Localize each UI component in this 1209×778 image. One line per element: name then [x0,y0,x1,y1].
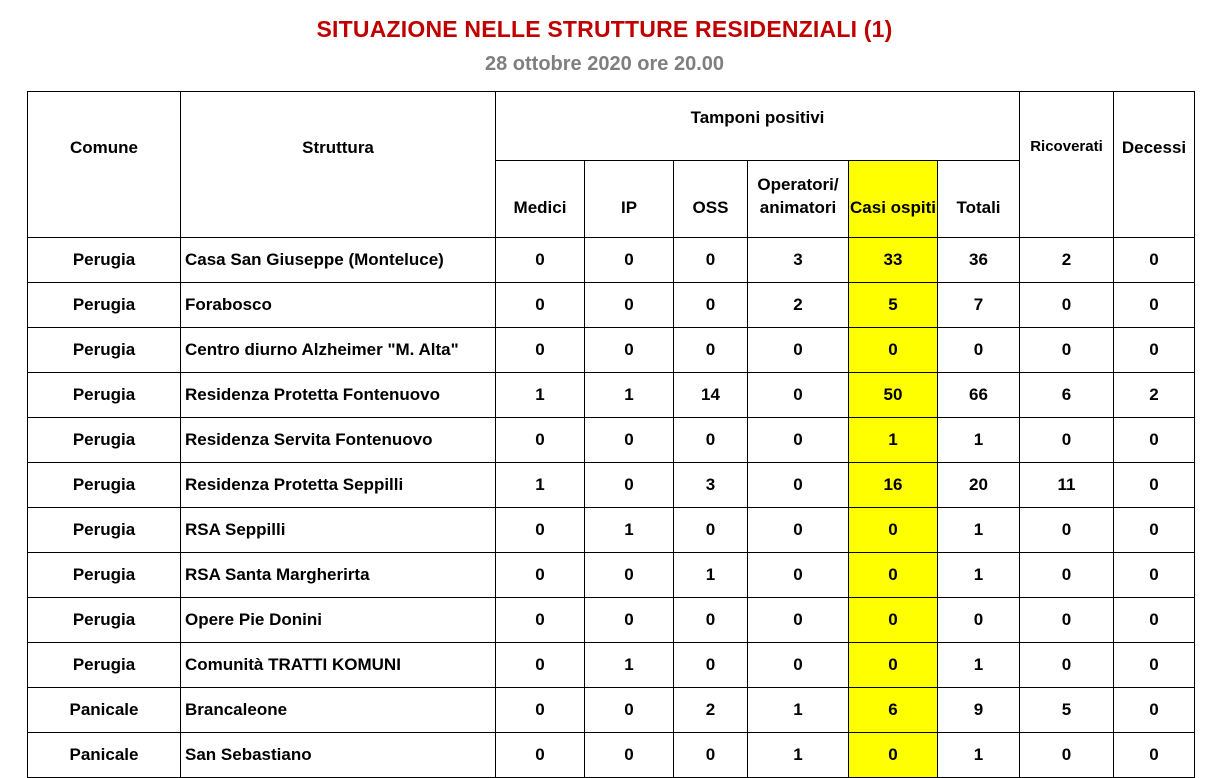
cell-totali: 9 [938,688,1020,733]
cell-oss: 3 [674,463,748,508]
cell-comune: Perugia [28,553,181,598]
table-row [28,598,1195,643]
cell-totali: 1 [938,733,1020,778]
table-row [28,238,1195,283]
cell-oss: 0 [674,418,748,463]
cell-totali: 1 [938,553,1020,598]
cell-ip: 0 [585,688,674,733]
cell-casi-ospiti: 50 [849,373,938,418]
cell-ip: 0 [585,598,674,643]
cell-ip: 0 [585,553,674,598]
cell-operatori: 0 [748,598,849,643]
cell-struttura: Opere Pie Donini [181,598,496,643]
cell-comune: Panicale [28,733,181,778]
table-row [28,418,1195,463]
cell-struttura: Residenza Protetta Fontenuovo [181,373,496,418]
cell-ricoverati: 0 [1020,598,1114,643]
cell-ricoverati: 11 [1020,463,1114,508]
cell-ip: 1 [585,373,674,418]
cell-ricoverati: 5 [1020,688,1114,733]
cell-oss: 14 [674,373,748,418]
cell-ip: 1 [585,643,674,688]
cell-oss: 2 [674,688,748,733]
cell-oss: 0 [674,238,748,283]
column-group-tamponi-positivi: Tamponi positivi [496,92,1020,161]
cell-decessi: 0 [1114,688,1195,733]
cell-medici: 0 [496,733,585,778]
cell-ricoverati: 2 [1020,238,1114,283]
cell-operatori: 0 [748,553,849,598]
cell-comune: Perugia [28,598,181,643]
page-subtitle: 28 ottobre 2020 ore 20.00 [484,53,724,75]
table-row [28,328,1195,373]
cell-casi-ospiti: 0 [849,598,938,643]
cell-totali: 0 [938,328,1020,373]
page-title: SITUAZIONE NELLE STRUTTURE RESIDENZIALI (1) [316,16,893,42]
cell-ricoverati: 0 [1020,733,1114,778]
column-header-operatori: Operatori/ animatori [748,161,849,238]
table-row [28,688,1195,733]
cell-medici: 1 [496,373,585,418]
cell-comune: Perugia [28,328,181,373]
cell-casi-ospiti: 1 [849,418,938,463]
cell-oss: 0 [674,508,748,553]
table-row [28,733,1195,778]
column-header-decessi: Decessi [1114,92,1195,238]
cell-struttura: Forabosco [181,283,496,328]
table-row [28,508,1195,553]
cell-decessi: 0 [1114,283,1195,328]
cell-ricoverati: 0 [1020,418,1114,463]
cell-totali: 0 [938,598,1020,643]
cell-medici: 0 [496,328,585,373]
cell-casi-ospiti: 0 [849,643,938,688]
cell-medici: 0 [496,238,585,283]
cell-struttura: Casa San Giuseppe (Monteluce) [181,238,496,283]
cell-operatori: 0 [748,418,849,463]
cell-totali: 1 [938,643,1020,688]
cell-medici: 0 [496,283,585,328]
table-body [28,238,1195,778]
cell-operatori: 0 [748,373,849,418]
cell-medici: 0 [496,418,585,463]
cell-oss: 1 [674,553,748,598]
cell-comune: Perugia [28,283,181,328]
cell-operatori: 1 [748,733,849,778]
cell-totali: 7 [938,283,1020,328]
cell-medici: 1 [496,463,585,508]
cell-decessi: 0 [1114,463,1195,508]
cell-casi-ospiti: 33 [849,238,938,283]
cell-operatori: 0 [748,508,849,553]
column-header-ip: IP [585,161,674,238]
table-row [28,463,1195,508]
cell-operatori: 0 [748,643,849,688]
cell-medici: 0 [496,553,585,598]
cell-oss: 0 [674,283,748,328]
cell-ip: 0 [585,463,674,508]
cell-decessi: 0 [1114,553,1195,598]
cell-ricoverati: 0 [1020,283,1114,328]
cell-struttura: RSA Santa Margherirta [181,553,496,598]
cell-ip: 0 [585,328,674,373]
column-header-medici: Medici [496,161,585,238]
cell-medici: 0 [496,508,585,553]
cell-totali: 1 [938,418,1020,463]
cell-decessi: 0 [1114,508,1195,553]
cell-casi-ospiti: 0 [849,733,938,778]
cell-ip: 0 [585,238,674,283]
cell-casi-ospiti: 16 [849,463,938,508]
column-header-oss: OSS [674,161,748,238]
cell-casi-ospiti: 6 [849,688,938,733]
cell-operatori: 1 [748,688,849,733]
cell-casi-ospiti: 0 [849,508,938,553]
cell-comune: Perugia [28,508,181,553]
cell-ip: 0 [585,733,674,778]
cell-ricoverati: 0 [1020,508,1114,553]
cell-struttura: Centro diurno Alzheimer "M. Alta" [181,328,496,373]
cell-decessi: 0 [1114,733,1195,778]
cell-casi-ospiti: 0 [849,328,938,373]
cell-struttura: Residenza Servita Fontenuovo [181,418,496,463]
cell-oss: 0 [674,643,748,688]
cell-decessi: 0 [1114,598,1195,643]
cell-comune: Panicale [28,688,181,733]
cell-struttura: San Sebastiano [181,733,496,778]
cell-struttura: Brancaleone [181,688,496,733]
cell-totali: 36 [938,238,1020,283]
cell-comune: Perugia [28,373,181,418]
cell-oss: 0 [674,328,748,373]
column-header-casi-ospiti: Casi ospiti [849,161,938,238]
cell-ricoverati: 0 [1020,328,1114,373]
table-row [28,643,1195,688]
cell-decessi: 2 [1114,373,1195,418]
cell-ip: 0 [585,283,674,328]
table-row [28,373,1195,418]
cell-comune: Perugia [28,238,181,283]
cell-struttura: RSA Seppilli [181,508,496,553]
cell-ip: 1 [585,508,674,553]
cell-oss: 0 [674,598,748,643]
table-row [28,553,1195,598]
column-header-comune: Comune [28,92,181,238]
cell-decessi: 0 [1114,643,1195,688]
cell-operatori: 0 [748,463,849,508]
cell-oss: 0 [674,733,748,778]
cell-struttura: Residenza Protetta Seppilli [181,463,496,508]
cell-medici: 0 [496,598,585,643]
cell-comune: Perugia [28,643,181,688]
cell-comune: Perugia [28,463,181,508]
cell-decessi: 0 [1114,418,1195,463]
cell-struttura: Comunità TRATTI KOMUNI [181,643,496,688]
cell-operatori: 2 [748,283,849,328]
residential-facilities-table [27,91,1195,778]
cell-operatori: 0 [748,328,849,373]
cell-casi-ospiti: 0 [849,553,938,598]
column-header-totali: Totali [938,161,1020,238]
cell-totali: 20 [938,463,1020,508]
cell-medici: 0 [496,688,585,733]
cell-medici: 0 [496,643,585,688]
cell-ricoverati: 0 [1020,553,1114,598]
cell-ricoverati: 6 [1020,373,1114,418]
cell-decessi: 0 [1114,328,1195,373]
table-row [28,283,1195,328]
cell-decessi: 0 [1114,238,1195,283]
cell-ricoverati: 0 [1020,643,1114,688]
cell-comune: Perugia [28,418,181,463]
cell-operatori: 3 [748,238,849,283]
cell-casi-ospiti: 5 [849,283,938,328]
column-header-struttura: Struttura [181,92,496,238]
column-header-ricoverati: Ricoverati [1020,92,1114,238]
cell-totali: 1 [938,508,1020,553]
cell-totali: 66 [938,373,1020,418]
cell-ip: 0 [585,418,674,463]
